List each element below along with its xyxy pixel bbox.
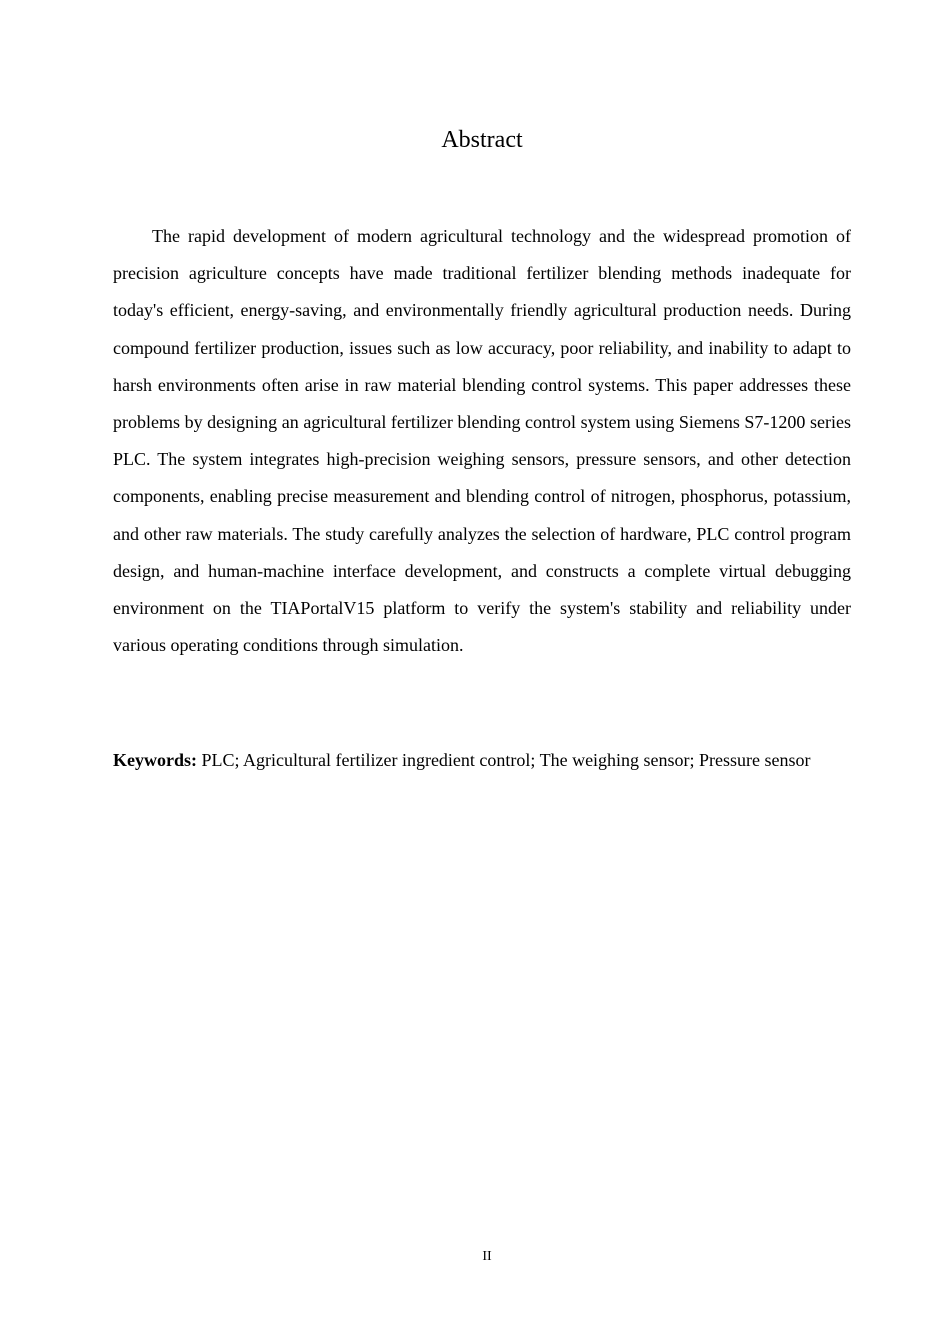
page-title: Abstract: [441, 127, 523, 153]
keywords-label: Keywords:: [113, 750, 197, 770]
keywords-text: PLC; Agricultural fertilizer ingredient control; The weighing sensor; Pressure sensor: [201, 750, 811, 770]
abstract-paragraph: The rapid development of modern agricultural technology and the widespread promotion of precision agriculture concepts have made traditional fertilizer blending methods inadequate for today's efficient, energy-saving, and environmentally friendly agricultural production needs. During compound fertilizer production, issues such as low accuracy, poor reliability, and inability to adapt to harsh environments often arise in raw material blending control systems. This paper addresses these problems by designing an agricultural fertilizer blending control system using Siemens S7-1200 series PLC. The system integrates high-precision weighing sensors, pressure sensors, and other detection components, enabling precise measurement and blending control of nitrogen, phosphorus, potassium, and other raw materials. The study carefully analyzes the selection of hardware, PLC control program design, and human-machine interface development, and constructs a complete virtual debugging environment on the TIAPortalV15 platform to verify the system's stability and reliability under various operating conditions through simulation.: [113, 226, 851, 656]
keywords-line: [113, 744, 851, 777]
page-number: II: [482, 1249, 492, 1264]
